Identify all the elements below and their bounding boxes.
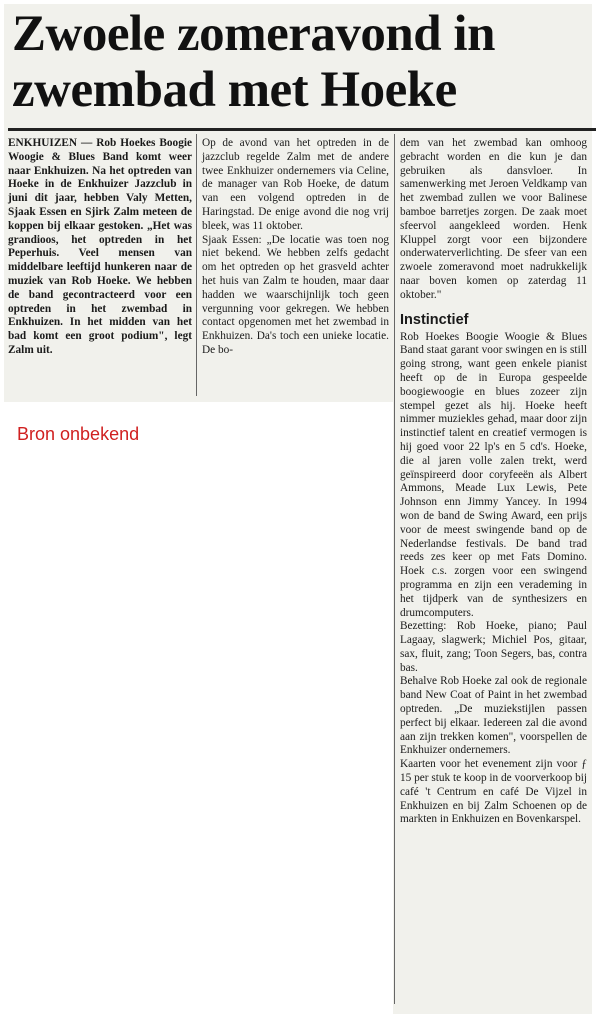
column-3-paragraph-2: Rob Hoekes Boogie Woogie & Blues Band staat garant voor swingen en is still going strong, want geen enkele pianist heeft op de in Europa gespeelde boogiewoogie en blues zozeer zijn stempel gezet als hij. Hoeke heeft nimmer muziekles gehad, maar door zijn instinctief talent en creatief vermogen is hij goed voor 22 lp's en 5 cd's. Hoeke, die al jaren volle zalen trekt, werd geïnspireerd door coryfeeën als Albert Ammons, Meade Lux Lewis, Pete Johnson enn Jimmy Yancey. In 1994 won de band de Swing Award, een prijs voor de meest swingende band op de Nederlandse festivals. De band trad reeds zes keer op met Fats Domino. Hoek c.s. zorgen voor een swingend programma en zijn een verademing in het tijdperk van de synthesizers en drumcomputers. (400, 330, 587, 619)
column-3-paragraph-5: Kaarten voor het evenement zijn voor ƒ 15 per stuk te koop in de voorverkoop bij café 't Centrum en café De Vijzel in Enkhuizen en bij Zalm Schoenen op de markten in Enkhuizen en Bovenkarspel. (400, 758, 587, 826)
column-3-paragraph-4: Behalve Rob Hoeke zal ook de regionale band New Coat of Paint in het zwembad optreden. „De muziekstijlen passen perfect bij elkaar. Iedereen zal die avond aan zijn trekken komen", voorspellen de Enkhuizer ondernemers. (400, 675, 587, 757)
article-column-3 (400, 137, 587, 827)
headline-line-2: zwembad met Hoeke (12, 62, 457, 118)
column-2-paragraph-1: Op de avond van het optreden in de jazzclub regelde Zalm met de andere twee Enkhuizer ondernemers via Celine, de manager van Rob Hoeke, de datum van een volgend optreden in de Haringstad. De enige avond die nog vrij bleek, was 11 oktober. (202, 137, 389, 232)
column-separator-1 (196, 134, 197, 396)
column-separator-2 (394, 134, 395, 1004)
column-3-paragraph-1: dem van het zwembad kan omhoog gebracht worden en die kun je dan gebruiken als dansvloer. In samenwerking met Jeroen Veldkamp van het zwembad zullen we voor Balinese bamboe barretjes zorgen. De zaak moet sfeervol aangekleed worden. Henk Kluppel zorgt voor een bijzondere onderwaterverlichting. De sfeer van een zwoele zomeravond moet nadrukkelijk naar boven komen op zaterdag 11 oktober." (400, 137, 587, 301)
headline-line-1: Zwoele zomeravond in (12, 6, 495, 62)
column-1-text: ENKHUIZEN — Rob Hoekes Boogie Woogie & Blues Band komt weer naar Enkhuizen. Na het optreden van Hoeke in de Enkhuizer Jazzclub in juni dit jaar, hebben Valy Metten, Sjaak Essen en Sjirk Zalm meteen de koppen bij elkaar gestoken. „Het was grandioos, het optreden in het Peperhuis. Veel mensen van middelbare leeftijd hunkeren naar de muziek van Rob Hoeke. We hebben de band gecontracteerd voor een optreden in het zwembad in Enkhuizen. In het midden van het bad komt een groot podium", legt Zalm uit. (8, 137, 192, 356)
article-subheading: Instinctief (400, 311, 469, 328)
article-headline (12, 6, 592, 118)
headline-rule (8, 128, 596, 131)
source-caption: Bron onbekend (17, 424, 140, 444)
column-2-paragraph-2: Sjaak Essen: „De locatie was toen nog niet bekend. We hebben zelfs gedacht om het optreden op het grasveld achter het huis van Zalm te houden, maar daar hadden we waarschijnlijk toch geen vergunning voor gekregen. We hebben contact opgenomen met het zwembad in Enkhuizen. Da's toch een unieke locatie. De bo- (202, 233, 389, 356)
column-3-paragraph-3: Bezetting: Rob Hoeke, piano; Paul Lagaay, slagwerk; Michiel Pos, gitaar, sax, fluit, zang; Toon Segers, bas, contra bas. (400, 620, 587, 674)
article-column-2 (202, 137, 389, 358)
article-column-1 (8, 137, 192, 358)
